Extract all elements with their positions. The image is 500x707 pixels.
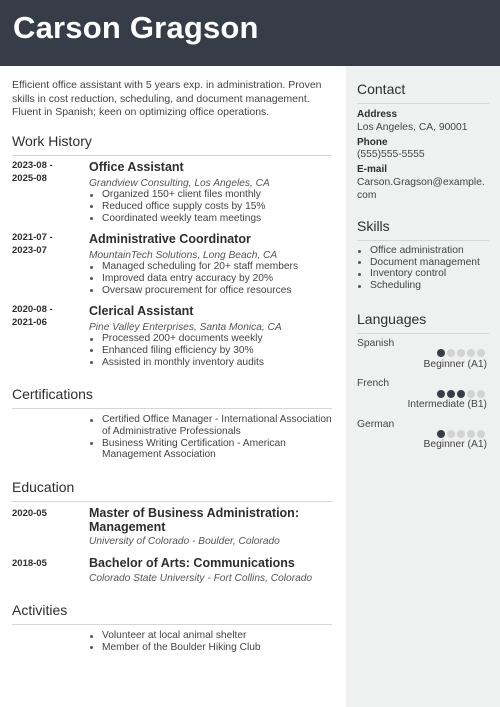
section-title-education: Education [12,479,332,502]
skills-list [357,245,489,292]
rating-dot-filled [447,390,455,398]
rating-dot-empty [477,349,485,357]
work-company: Pine Valley Enterprises, Santa Monica, CA [89,322,282,333]
rating-dot-empty [457,430,465,438]
work-bullets [89,333,334,368]
email-value[interactable]: Carson.Gragson@example.com [357,177,485,201]
list-item: Member of the Boulder Hiking Club [89,642,334,654]
list-item: Oversaw procurement for office resources [89,285,334,297]
section-title-languages: Languages [357,311,489,334]
section-title-skills: Skills [357,218,489,241]
work-company: Grandview Consulting, Los Angeles, CA [89,178,270,189]
list-item: Processed 200+ documents weekly [89,333,334,345]
rating-dot-filled [437,430,445,438]
list-item: Volunteer at local animal shelter [89,630,334,642]
list-item: Office administration [357,245,489,257]
list-item: Business Writing Certification - American Management Association [89,438,334,462]
list-item: Improved data entry accuracy by 20% [89,273,334,285]
work-bullets [89,189,334,224]
list-item: Managed scheduling for 20+ staff members [89,261,334,273]
education-school: Colorado State University - Fort Collins, Colorado [89,573,313,584]
list-item: Assisted in monthly inventory audits [89,357,334,369]
work-date: 2020-08 - 2021-06 [12,304,53,328]
work-date: 2023-08 - 2025-08 [12,160,53,184]
rating-dot-empty [447,349,455,357]
address-label: Address [357,109,398,120]
education-date: 2020-05 [12,508,47,519]
activities-list [89,630,334,654]
rating-dot-empty [457,349,465,357]
summary: Efficient office assistant with 5 years exp. in administration. Proven skills in cost reduction, scheduling, and document management. Fluent in Spanish; keen on optimizing office operations. [12,79,322,118]
list-item: Scheduling [357,280,489,292]
education-date: 2018-05 [12,558,47,569]
rating-dot-empty [467,430,475,438]
language-name: Spanish [357,338,395,349]
list-item: Organized 150+ client files monthly [89,189,334,201]
section-title-contact: Contact [357,81,489,104]
list-item: Enhanced filing efficiency by 30% [89,345,334,357]
header-banner [0,0,500,66]
list-item: Reduced office supply costs by 15% [89,201,334,213]
rating-dot-filled [437,349,445,357]
work-title: Administrative Coordinator [89,232,251,246]
rating-dot-empty [477,390,485,398]
rating-dot-filled [457,390,465,398]
rating-dot-empty [477,430,485,438]
list-item: Inventory control [357,268,489,280]
work-date: 2021-07 - 2023-07 [12,232,53,256]
candidate-name: Carson Gragson [13,10,259,45]
list-item: Certified Office Manager - International Association of Administrative Professionals [89,414,334,438]
work-bullets [89,261,334,296]
rating-dot-empty [467,349,475,357]
language-rating [437,390,485,398]
phone-value: (555)555-5555 [357,149,425,160]
rating-dot-empty [447,430,455,438]
language-name: French [357,378,390,389]
language-level: Intermediate (B1) [407,399,487,410]
section-title-activities: Activities [12,602,332,625]
language-rating [437,430,485,438]
rating-dot-filled [437,390,445,398]
rating-dot-empty [467,390,475,398]
work-title: Office Assistant [89,160,184,174]
certifications-list [89,414,334,461]
language-rating [437,349,485,357]
education-school: University of Colorado - Boulder, Colorado [89,536,280,547]
language-name: German [357,419,395,430]
list-item: Coordinated weekly team meetings [89,213,334,225]
education-degree: Master of Business Administration: Management [89,506,299,534]
section-title-work-history: Work History [12,133,332,156]
language-level: Beginner (A1) [423,359,487,370]
work-title: Clerical Assistant [89,304,194,318]
language-level: Beginner (A1) [423,439,487,450]
work-company: MountainTech Solutions, Long Beach, CA [89,250,278,261]
section-title-certifications: Certifications [12,386,332,409]
email-label: E-mail [357,164,388,175]
phone-label: Phone [357,137,388,148]
education-degree: Bachelor of Arts: Communications [89,556,295,570]
address-value: Los Angeles, CA, 90001 [357,122,468,133]
list-item: Document management [357,257,489,269]
